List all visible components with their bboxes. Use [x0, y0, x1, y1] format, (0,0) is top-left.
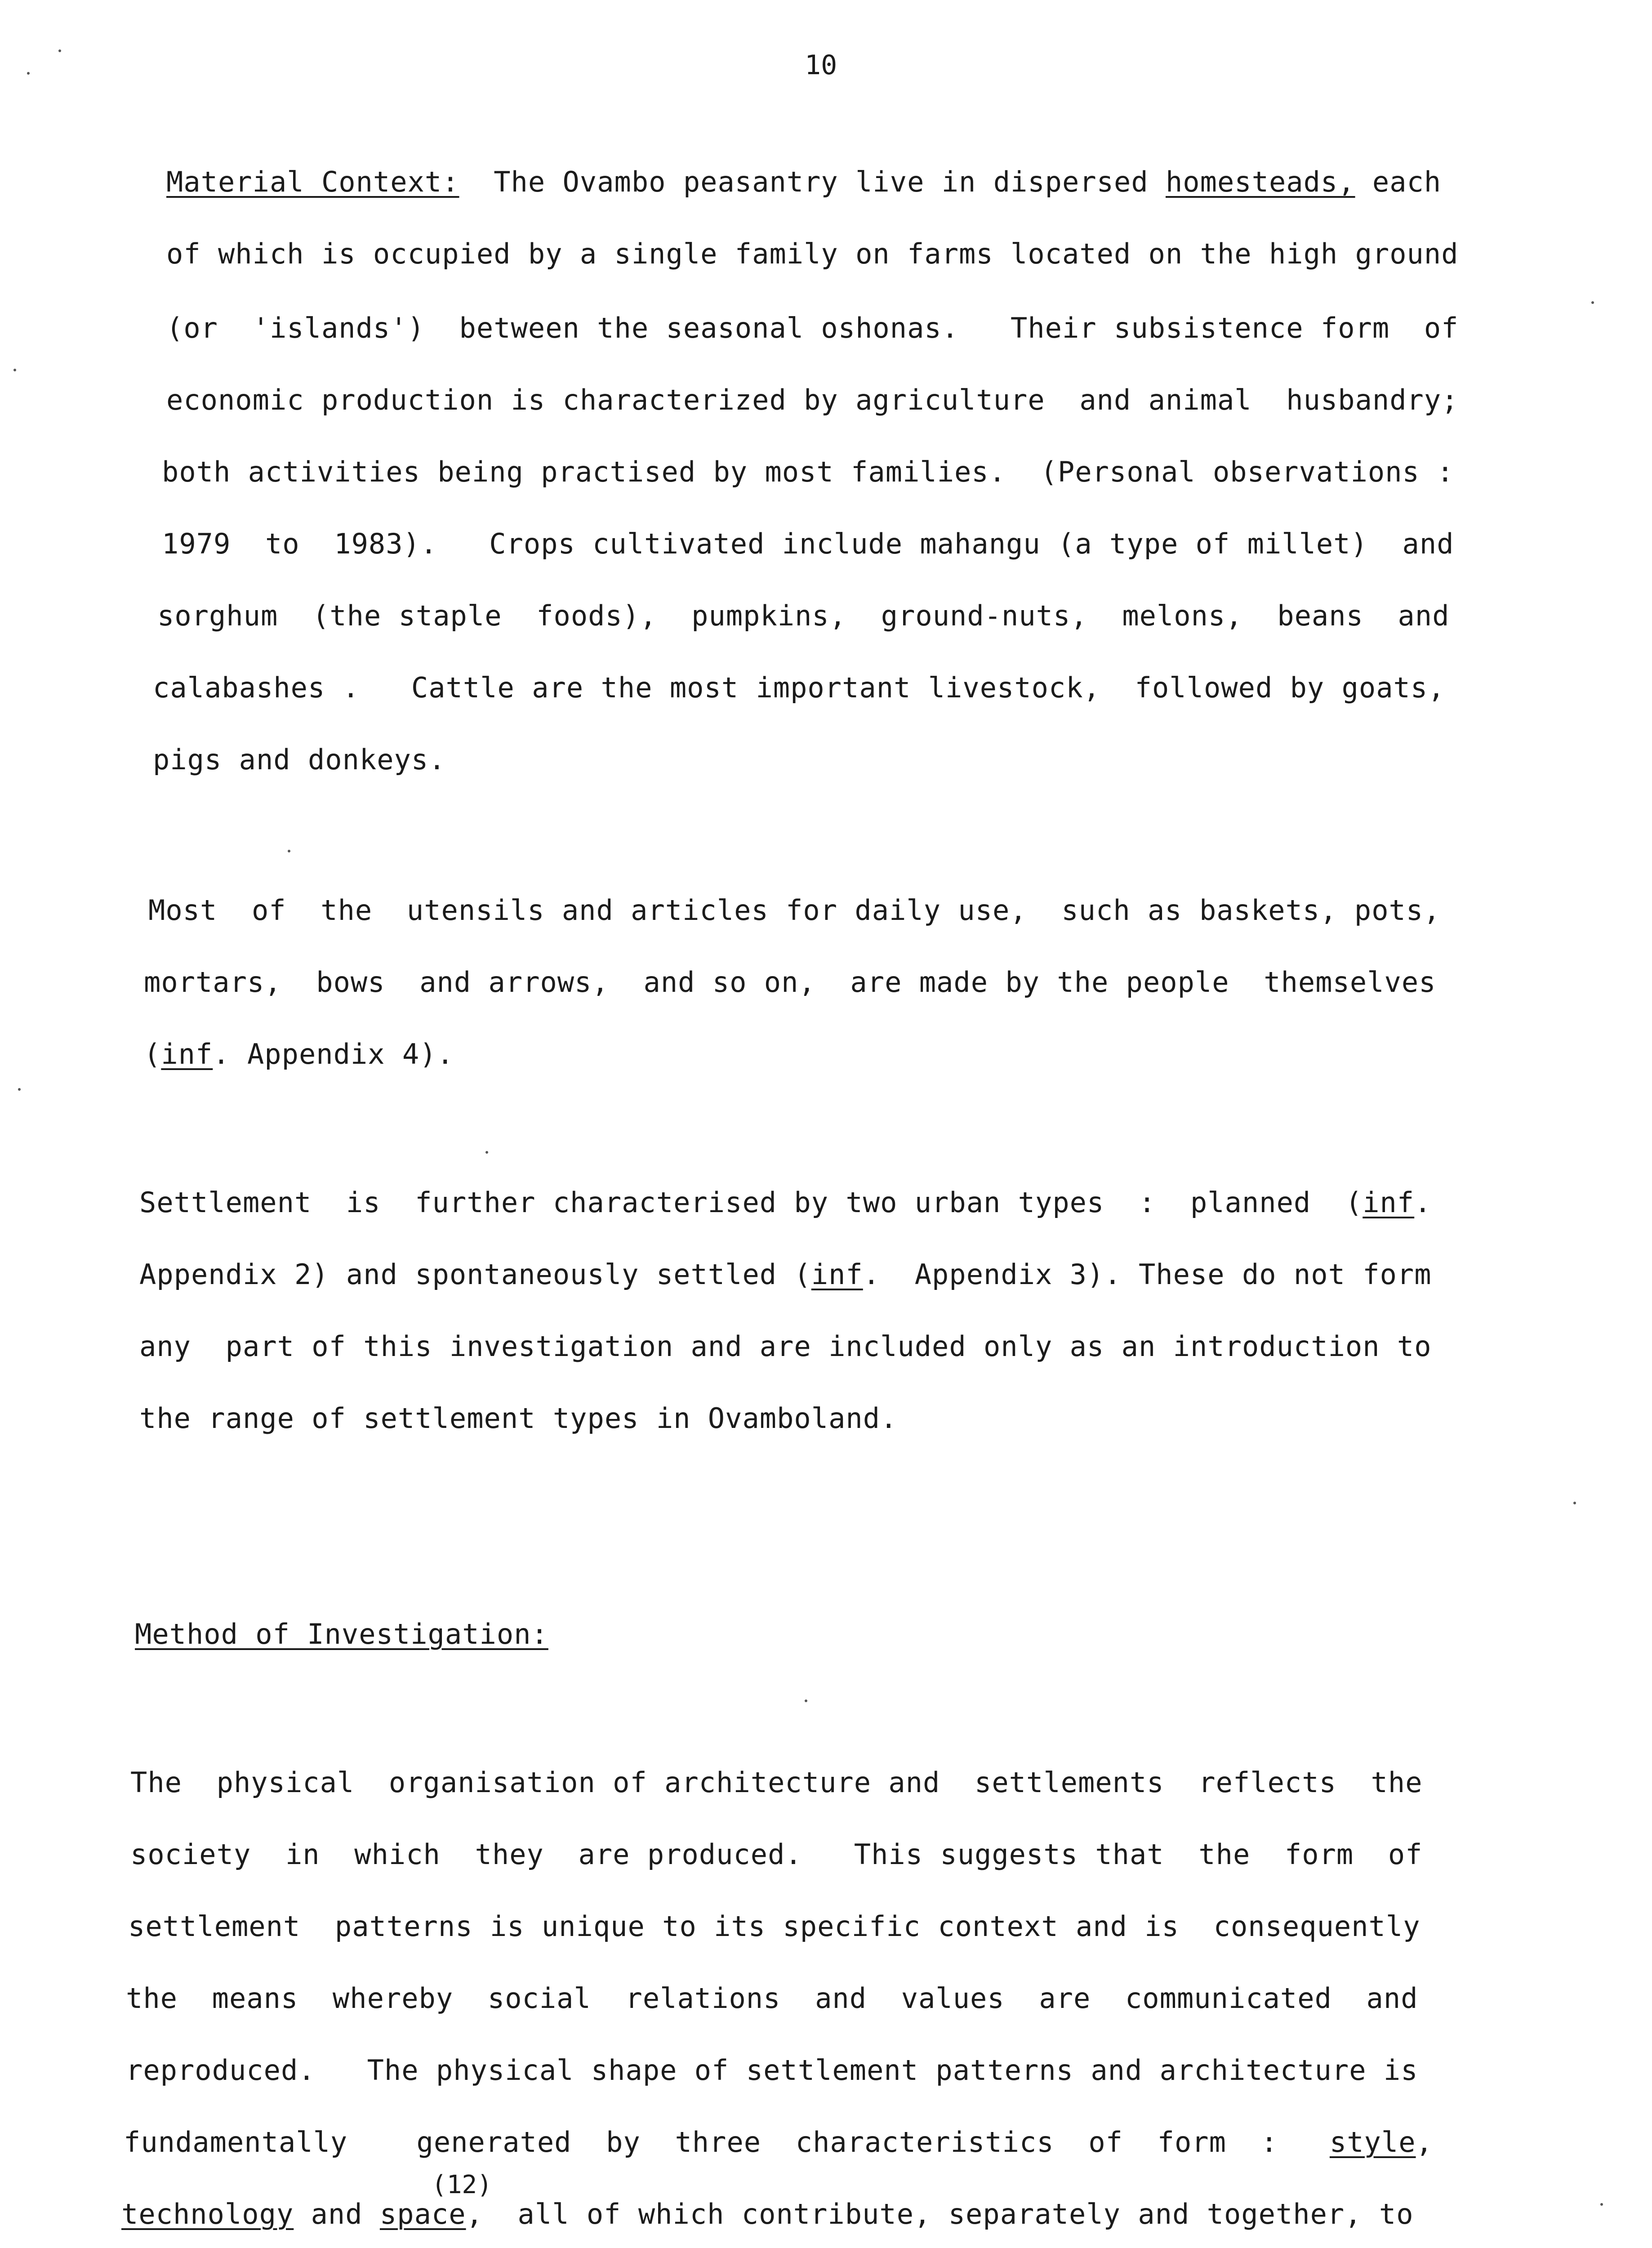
- footnote-reference: (12): [432, 2170, 492, 2199]
- paragraph3-line-2: [139, 1257, 1432, 1293]
- scan-speck: [18, 1088, 21, 1091]
- inf-abbrev: inf: [161, 1038, 213, 1070]
- scan-speck: [485, 1151, 488, 1154]
- section1-line-1: [166, 164, 1441, 200]
- section2-line-6-end: ,: [1416, 2126, 1433, 2159]
- section2-line-4: the means whereby social relations and values are communicated and: [126, 1982, 1418, 2015]
- section1-line-2: of which is occupied by a single family on farms located on the high ground: [166, 237, 1459, 270]
- section2-line-6-start: fundamentally generated by three characteristics of form :: [124, 2126, 1330, 2159]
- scan-speck: [288, 850, 290, 852]
- paragraph3-line-2-start: Appendix 2) and spontaneously settled (: [139, 1258, 811, 1291]
- method-of-investigation-heading: Method of Investigation:: [135, 1618, 548, 1650]
- paragraph2-line-2: mortars, bows and arrows, and so on, are made by the people themselves: [144, 966, 1436, 999]
- section1-line-1-text: The Ovambo peasantry live in dispersed: [459, 165, 1166, 198]
- technology-term: technology: [121, 2198, 294, 2230]
- inf-abbrev: inf: [1363, 1186, 1415, 1219]
- paragraph3-line-4: the range of settlement types in Ovamboland.: [139, 1402, 898, 1435]
- paragraph2-line-1: Most of the utensils and articles for daily use, such as baskets, pots,: [148, 894, 1441, 927]
- section2-line-7-end: , all of which contribute, separately and together, to: [466, 2198, 1414, 2230]
- material-context-heading: Material Context:: [166, 165, 459, 198]
- section2-line-7: [121, 2196, 1414, 2232]
- space-term: space: [379, 2198, 466, 2230]
- scan-speck: [1573, 1502, 1576, 1504]
- method-heading-line: [135, 1616, 548, 1652]
- scan-speck: [1591, 301, 1594, 304]
- section2-line-7-and: and: [294, 2198, 380, 2230]
- inf-abbrev: inf: [811, 1258, 863, 1291]
- section1-line-9: pigs and donkeys.: [153, 743, 446, 776]
- section1-line-6: 1979 to 1983). Crops cultivated include mahangu (a type of millet) and: [162, 527, 1454, 560]
- scan-speck: [13, 369, 16, 371]
- paragraph3-line-2-end: . Appendix 3). These do not form: [863, 1258, 1432, 1291]
- paragraph3-line-1-end: .: [1414, 1186, 1432, 1219]
- section2-line-5: reproduced. The physical shape of settlement patterns and architecture is: [126, 2054, 1418, 2087]
- section1-line-1-end: each: [1355, 165, 1442, 198]
- scan-speck: [58, 49, 61, 52]
- paragraph2-line-3-rest: . Appendix 4).: [213, 1038, 454, 1070]
- style-term: style: [1329, 2126, 1416, 2159]
- paragraph2-line-3: (inf. Appendix 4).: [144, 1038, 454, 1070]
- homesteads-term: homesteads,: [1165, 165, 1355, 198]
- section1-line-5: both activities being practised by most families. (Personal observations :: [162, 455, 1454, 488]
- section2-line-6: [124, 2124, 1433, 2160]
- page-number: 10: [805, 49, 837, 81]
- paragraph3-line-3: any part of this investigation and are included only as an introduction to: [139, 1330, 1432, 1363]
- section1-line-7: sorghum (the staple foods), pumpkins, ground-nuts, melons, beans and: [157, 599, 1450, 632]
- section2-line-2: society in which they are produced. This suggests that the form of: [130, 1838, 1423, 1871]
- section1-line-4: economic production is characterized by agriculture and animal husbandry;: [166, 384, 1459, 416]
- paragraph3-line-1-start: Settlement is further characterised by two urban types : planned (: [139, 1186, 1363, 1219]
- scan-speck: [27, 72, 30, 75]
- paragraph3-line-1: [139, 1185, 1432, 1221]
- section2-line-1: The physical organisation of architecture and settlements reflects the: [130, 1766, 1423, 1799]
- scan-speck: [805, 1699, 807, 1702]
- section2-line-3: settlement patterns is unique to its specific context and is consequently: [128, 1910, 1420, 1943]
- scan-speck: [1600, 2203, 1603, 2206]
- section1-line-3: (or 'islands') between the seasonal oshonas. Their subsistence form of: [166, 312, 1459, 344]
- section1-line-8: calabashes . Cattle are the most important livestock, followed by goats,: [153, 671, 1445, 704]
